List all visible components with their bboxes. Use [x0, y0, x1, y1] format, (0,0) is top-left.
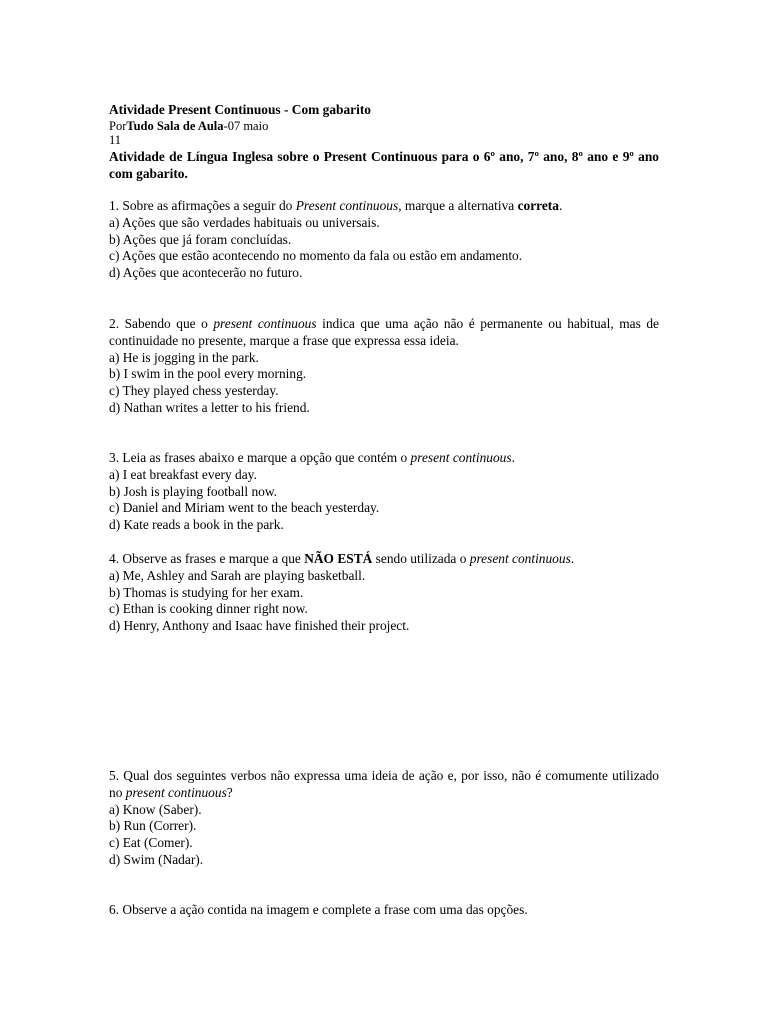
option-a: a) I eat breakfast every day. — [109, 466, 257, 482]
question-3 — [109, 450, 659, 534]
prompt-text: indica que uma ação não é permanente ou habitual, mas de continuidade no presente, marque a frase que expressa essa ideia. — [109, 316, 659, 348]
option-c: c) Daniel and Miriam went to the beach yesterday. — [109, 500, 380, 516]
prompt-text: . — [558, 198, 563, 213]
prompt-strong: correta — [517, 198, 559, 213]
question-number: 1. — [109, 198, 120, 213]
prompt-text: ? — [226, 784, 233, 800]
question-6 — [109, 902, 659, 919]
option-a: a) Ações que são verdades habituais ou universais. — [109, 214, 380, 230]
question-6-prompt — [109, 902, 659, 919]
question-2-prompt — [109, 316, 659, 350]
publish-date: -07 maio — [223, 118, 269, 133]
document-page — [109, 102, 659, 917]
option-b: b) Thomas is studying for her exam. — [109, 584, 304, 600]
option-a: a) Know (Saber). — [109, 801, 202, 817]
prompt-emphasis: present continuous — [213, 316, 317, 331]
publish-date-line2: 11 — [109, 133, 122, 148]
question-3-prompt — [109, 450, 659, 467]
option-b: b) I swim in the pool every morning. — [109, 366, 307, 382]
option-b: b) Run (Correr). — [109, 818, 197, 834]
author-link[interactable]: Tudo Sala de Aula — [126, 118, 224, 133]
prompt-text: . — [570, 551, 575, 566]
question-5-prompt — [109, 768, 659, 802]
document-title: Atividade Present Continuous - Com gabarito — [109, 102, 371, 117]
prompt-strong: NÃO ESTÁ — [304, 551, 373, 566]
question-number: 2. — [109, 316, 120, 331]
question-4 — [109, 551, 659, 635]
question-5 — [109, 768, 659, 869]
prompt-text: Qual dos seguintes verbos não expressa uma ideia de ação e, por isso, não é comumente utilizado no — [109, 768, 659, 800]
option-b: b) Ações que já foram concluídas. — [109, 231, 292, 247]
question-number: 5. — [109, 768, 120, 783]
prompt-text: Observe as frases e marque a que — [122, 551, 305, 566]
byline — [109, 119, 659, 134]
option-c: c) They played chess yesterday. — [109, 383, 279, 399]
prompt-emphasis: present continuous — [410, 450, 512, 465]
question-number: 3. — [109, 450, 120, 465]
question-4-prompt — [109, 551, 659, 568]
question-1-prompt — [109, 198, 659, 215]
option-d: d) Swim (Nadar). — [109, 851, 204, 867]
prompt-text: Sabendo que o — [124, 316, 214, 331]
option-a: a) Me, Ashley and Sarah are playing basketball. — [109, 567, 366, 583]
byline-prefix: Por — [109, 118, 127, 133]
option-d: d) Henry, Anthony and Isaac have finished their project. — [109, 618, 410, 634]
document-subtitle: Atividade de Língua Inglesa sobre o Present Continuous para o 6º ano, 7º ano, 8º ano e 9º ano com gabarito. — [109, 148, 659, 181]
option-c: c) Ações que estão acontecendo no momento da fala ou estão em andamento. — [109, 248, 523, 264]
question-number: 6. — [109, 902, 120, 917]
question-1 — [109, 198, 659, 282]
option-c: c) Ethan is cooking dinner right now. — [109, 601, 308, 617]
prompt-emphasis: present continuous — [125, 784, 227, 800]
prompt-text: Sobre as afirmações a seguir do — [122, 198, 296, 213]
option-d: d) Nathan writes a letter to his friend. — [109, 399, 310, 415]
prompt-text: Leia as frases abaixo e marque a opção que contém o — [122, 450, 411, 465]
option-b: b) Josh is playing football now. — [109, 483, 277, 499]
prompt-emphasis: present continuous — [469, 551, 571, 566]
prompt-text: , marque a alternativa — [398, 198, 518, 213]
option-d: d) Ações que acontecerão no futuro. — [109, 265, 303, 281]
option-c: c) Eat (Comer). — [109, 835, 193, 851]
prompt-text: sendo utilizada o — [372, 551, 470, 566]
prompt-text: . — [511, 450, 515, 465]
question-number: 4. — [109, 551, 120, 566]
prompt-emphasis: Present continuous — [295, 198, 399, 213]
option-d: d) Kate reads a book in the park. — [109, 517, 284, 533]
question-2 — [109, 316, 659, 417]
prompt-text: Observe a ação contida na imagem e complete a frase com uma das opções. — [122, 902, 528, 917]
option-a: a) He is jogging in the park. — [109, 349, 259, 365]
